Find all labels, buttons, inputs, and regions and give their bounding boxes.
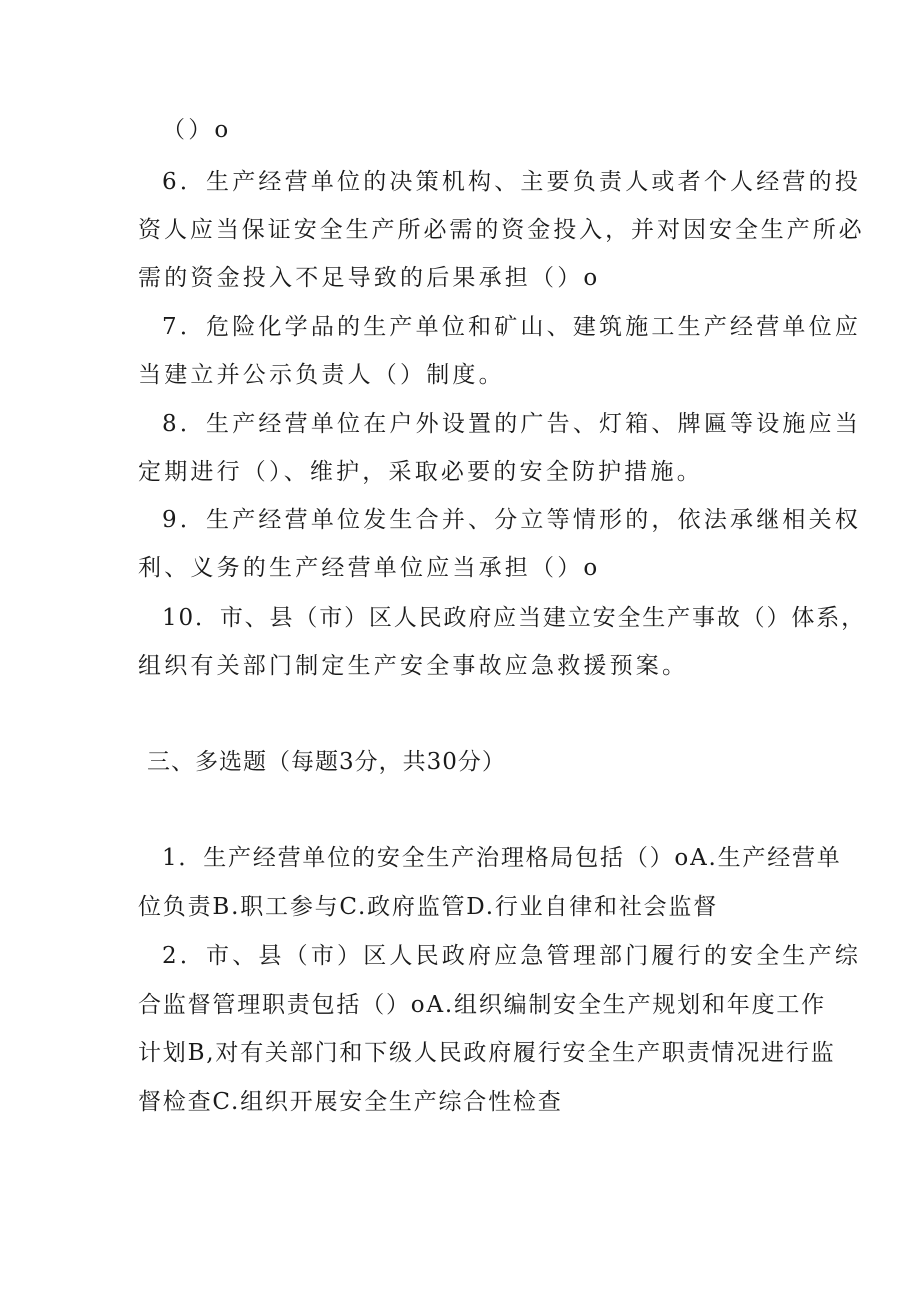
question-9-line-2: 利、义务的生产经营单位应当承担（）o	[138, 555, 601, 581]
question-5-line-1: （）o	[162, 117, 232, 143]
question-8-line-1: 8．生产经营单位在户外设置的广告、灯箱、牌匾等设施应当	[162, 411, 862, 437]
question-7-line-1: 7．危险化学品的生产单位和矿山、建筑施工生产经营单位应	[162, 314, 862, 340]
question-7-line-2: 当建立并公示负责人（）制度。	[138, 362, 505, 388]
question-8-line-2: 定期进行（）、维护，采取必要的安全防护措施。	[138, 459, 703, 485]
mc-question-2-line-1: 2．市、县（市）区人民政府应急管理部门履行的安全生产综	[162, 943, 862, 969]
section-heading: 三、多选题（每题3分，共30分）	[147, 749, 506, 775]
mc-question-2-line-2: 合监督管理职责包括（）oA.组织编制安全生产规划和年度工作	[138, 992, 826, 1018]
mc-question-2-line-3: 计划B,对有关部门和下级人民政府履行安全生产职责情况进行监	[138, 1040, 836, 1066]
mc-question-1-line-2: 位负责B.职工参与C.政府监管D.行业自律和社会监督	[138, 894, 719, 920]
mc-question-1-line-1: 1．生产经营单位的安全生产治理格局包括（）oA.生产经营单	[162, 845, 842, 871]
question-6-line-1: 6．生产经营单位的决策机构、主要负责人或者个人经营的投	[162, 169, 862, 195]
question-6-line-2: 资人应当保证安全生产所必需的资金投入，并对因安全生产所必	[138, 217, 865, 243]
question-10-line-2: 组织有关部门制定生产安全事故应急救援预案。	[138, 653, 689, 679]
mc-question-2-line-4: 督检查C.组织开展安全生产综合性检查	[138, 1089, 563, 1115]
question-6-line-3: 需的资金投入不足导致的后果承担（）o	[138, 265, 601, 291]
question-10-line-1: 10．市、县（市）区人民政府应当建立安全生产事故（）体系，	[162, 605, 866, 631]
question-9-line-1: 9．生产经营单位发生合并、分立等情形的，依法承继相关权	[162, 507, 862, 533]
